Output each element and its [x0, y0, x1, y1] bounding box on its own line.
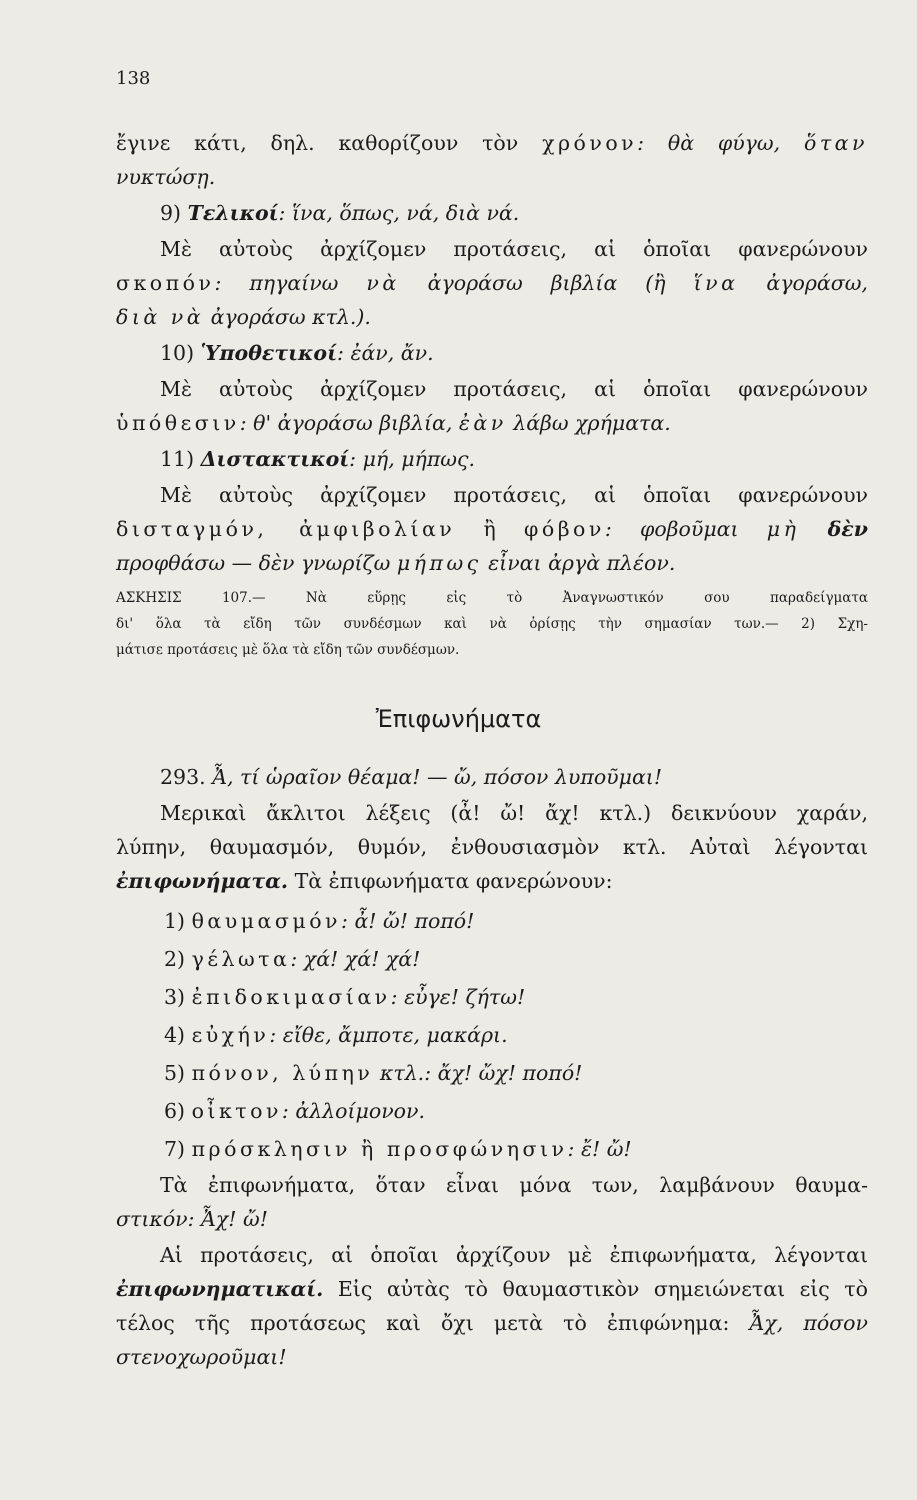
text-span: νὰ: [366, 271, 400, 295]
text-span: προφθάσω — δὲν γνωρίζω: [116, 551, 391, 575]
section-line-7: Αἱ προτάσεις, αἱ ὁποῖαι ἀρχίζουν μὲ ἐπιφωνήματα, λέγονται: [160, 1243, 868, 1267]
text-line-12: [116, 516, 868, 542]
list-item-6: [164, 1098, 864, 1124]
text-line-7: [160, 340, 868, 366]
text-line-11: Μὲ αὐτοὺς ἀρχίζομεν προτάσεις, αἱ ὁποῖαι φανερώνουν: [160, 483, 868, 507]
exercise-line-2: δι' ὅλα τὰ εἴδη τῶν συνδέσμων καὶ νὰ ὁρίσῃς τὴν σημασίαν των.— 2) Σχη-: [116, 616, 868, 632]
text-span: δισταγμόν, ἀμφιβολίαν: [116, 517, 456, 541]
exercise-line-3: μάτισε προτάσεις μὲ ὅλα τὰ εἴδη τῶν συνδέσμων.: [116, 642, 460, 658]
text-span: ἢ: [483, 517, 496, 541]
text-line-4: Μὲ αὐτοὺς ἀρχίζομεν προτάσεις, αἱ ὁποῖαι φανερώνουν: [160, 237, 868, 261]
text-span: σκοπόν: [116, 271, 215, 295]
list-term: ἐπιδοκιμασίαν: [191, 985, 391, 1009]
text-span: Ἆχ, πόσον: [749, 1311, 868, 1335]
text-span: : πηγαίνω: [214, 271, 339, 295]
text-span: : θ' ἀγοράσω βιβλία,: [239, 411, 453, 435]
text-span: εἶναι ἀργὰ πλέον.: [488, 551, 676, 575]
list-number: 3): [164, 985, 186, 1009]
text-span: Τελικοί: [187, 201, 279, 225]
section-line-2: Μερικαὶ ἄκλιτοι λέξεις (ἆ! ὤ! ἄχ! κτλ.) δεικνύουν χαράν,: [160, 801, 868, 825]
list-example: : εἴθε, ἄμποτε, μακάρι.: [269, 1023, 508, 1047]
text-span: ἐπιφωνήματα.: [116, 869, 289, 893]
text-span: διὰ νὰ: [116, 305, 205, 329]
text-span: : ἐάν, ἄν.: [337, 341, 434, 365]
text-span: 293.: [160, 765, 206, 789]
text-span: ὅταν: [803, 131, 868, 155]
text-span: : θὰ φύγω,: [637, 131, 781, 155]
section-line-3: λύπην, θαυμασμόν, θυμόν, ἐνθουσιασμὸν κτλ. Αὐταὶ λέγονται: [116, 835, 868, 859]
list-item-5: [164, 1060, 864, 1086]
text-line-1: [116, 130, 868, 156]
text-line-9: [116, 410, 868, 436]
text-span: ἀγοράσω,: [766, 271, 868, 295]
section-line-8: [116, 1276, 868, 1302]
text-span: ἐπιφωνηματικαί.: [116, 1277, 324, 1301]
list-item-7: [164, 1136, 864, 1162]
text-span: : μή, μήπως.: [349, 447, 476, 471]
section-heading: Ἐπιφωνήματα: [375, 705, 542, 733]
text-span: Ὑποθετικοί: [200, 341, 338, 365]
page-number: 138: [116, 68, 151, 89]
text-span: Εἰς αὐτὰς τὸ θαυμαστικὸν σημειώνεται εἰς τὸ: [337, 1277, 868, 1301]
text-line-3: [160, 200, 868, 226]
list-example: : εὖγε! ζήτω!: [390, 985, 526, 1009]
text-span: ὑπόθεσιν: [116, 411, 240, 435]
list-number: 7): [164, 1137, 186, 1161]
list-item-1: [164, 908, 864, 934]
exercise-line-1: ΑΣΚΗΣΙΣ 107.— Νὰ εὕρῃς εἰς τὸ Ἀναγνωστικόν σου παραδείγματα: [116, 590, 868, 606]
list-example: : ἀλλοίμονον.: [281, 1099, 426, 1123]
text-span: χρόνον: [542, 131, 638, 155]
list-term: πόνον, λύπην: [191, 1061, 374, 1085]
list-number: 4): [164, 1023, 186, 1047]
list-number: 1): [164, 909, 186, 933]
text-span: δὲν: [827, 517, 868, 541]
text-span: ἵνα: [693, 271, 739, 295]
text-line-13: [116, 550, 868, 576]
list-term: εὐχήν: [191, 1023, 270, 1047]
text-span: : ἵνα, ὅπως, νά, διὰ νά.: [278, 201, 520, 225]
text-span: Τὰ ἐπιφωνήματα φανερώνουν:: [294, 869, 613, 893]
text-span: φόβον: [524, 517, 605, 541]
list-number: 6): [164, 1099, 186, 1123]
list-example: κτλ.: ἄχ! ὤχ! ποπό!: [379, 1061, 583, 1085]
text-span: ἔγινε κάτι, δηλ. καθορίζουν τὸν: [116, 131, 519, 155]
list-example: : χά! χά! χά!: [290, 947, 421, 971]
text-span: 10): [160, 341, 195, 365]
section-line-4: [116, 868, 868, 894]
text-span: λάβω χρήματα.: [513, 411, 671, 435]
list-number: 2): [164, 947, 186, 971]
text-span: ἀγοράσω βιβλία (ἢ: [427, 271, 666, 295]
list-term: θαυμασμόν: [191, 909, 342, 933]
text-line-2: νυκτώσῃ.: [116, 165, 216, 189]
text-span: μὴ: [766, 517, 800, 541]
list-term: γέλωτα: [191, 947, 291, 971]
text-span: 11): [160, 447, 195, 471]
text-span: μήπως: [396, 551, 482, 575]
list-item-4: [164, 1022, 864, 1048]
text-line-8: Μὲ αὐτοὺς ἀρχίζομεν προτάσεις, αἱ ὁποῖαι φανερώνουν: [160, 377, 868, 401]
list-example: : ἆ! ὤ! ποπό!: [341, 909, 475, 933]
text-line-10: [160, 446, 868, 472]
text-span: Ἆ, τί ὡραῖον θέαμα! — ὤ, πόσον λυποῦμαι!: [212, 765, 663, 789]
list-item-2: [164, 946, 864, 972]
list-number: 5): [164, 1061, 186, 1085]
section-line-6: στικόν: Ἆχ! ὤ!: [116, 1207, 268, 1231]
text-span: 9): [160, 201, 182, 225]
text-line-6: [116, 304, 868, 330]
list-item-3: [164, 984, 864, 1010]
text-span: : φοβοῦμαι: [604, 517, 739, 541]
text-span: τέλος τῆς προτάσεως καὶ ὄχι μετὰ τὸ ἐπιφώνημα:: [116, 1311, 730, 1335]
list-example: : ἔ! ὤ!: [567, 1137, 632, 1161]
text-span: ἀγοράσω κτλ.).: [210, 305, 371, 329]
section-line-1: [160, 764, 868, 790]
text-line-5: [116, 270, 868, 296]
text-span: Διστακτικοί: [200, 447, 350, 471]
text-span: ἐὰν: [458, 411, 507, 435]
list-term: πρόσκλησιν ἢ προσφώνησιν: [191, 1137, 568, 1161]
section-line-9: [116, 1310, 868, 1336]
section-line-10: στενοχωροῦμαι!: [116, 1345, 287, 1369]
list-term: οἶκτον: [191, 1099, 282, 1123]
section-line-5: Τὰ ἐπιφωνήματα, ὅταν εἶναι μόνα των, λαμβάνουν θαυμα-: [160, 1173, 868, 1197]
